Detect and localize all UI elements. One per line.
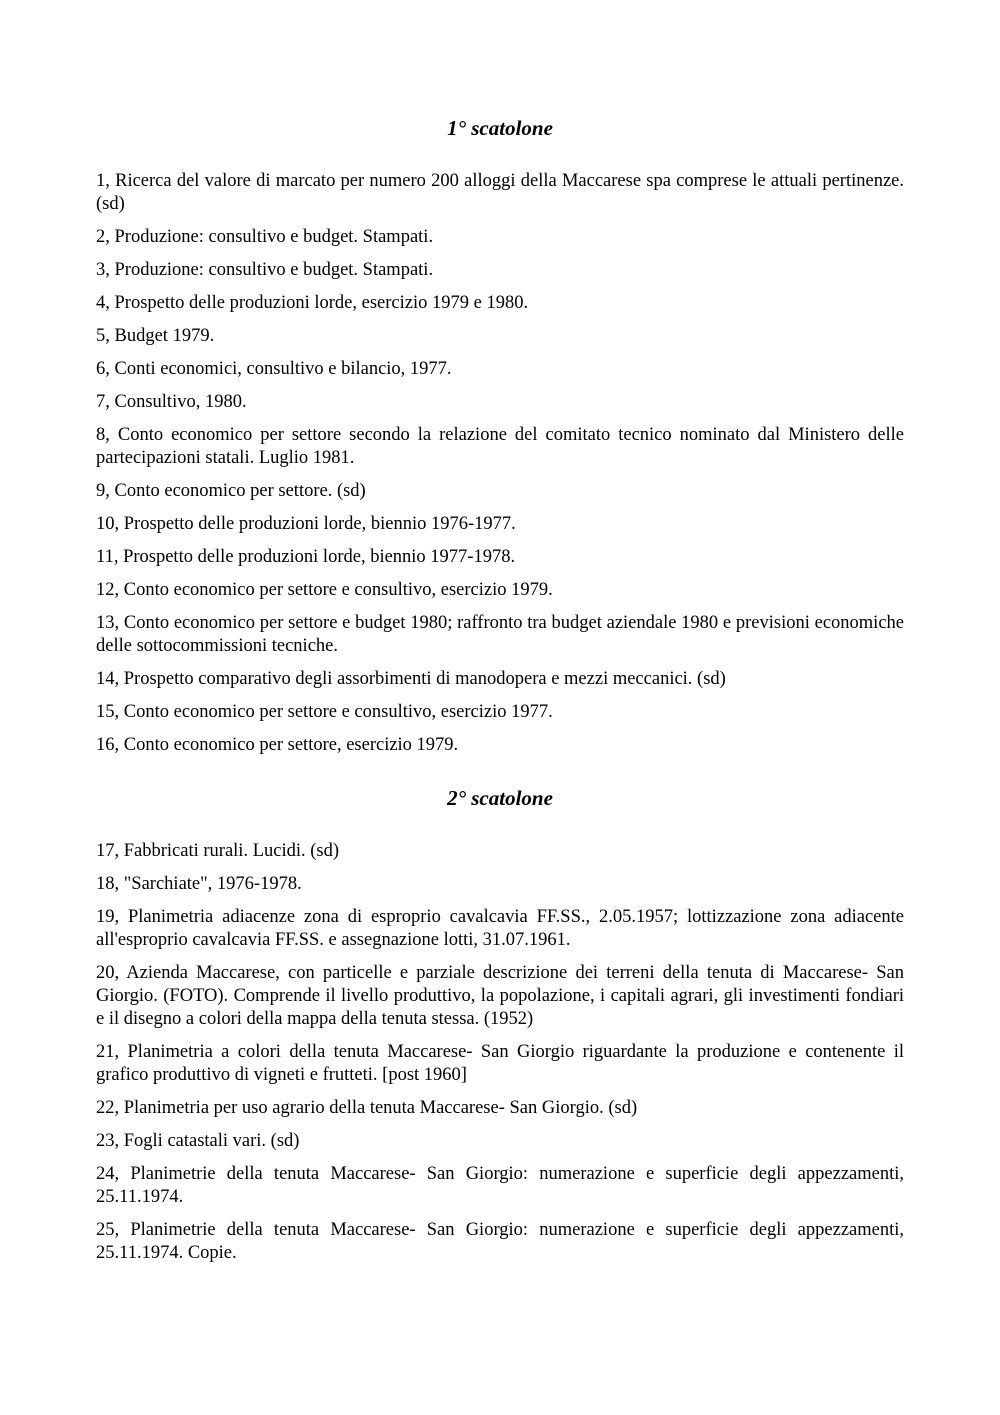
list-item: 18, "Sarchiate", 1976-1978.: [96, 874, 302, 894]
list-item: 4, Prospetto delle produzioni lorde, esercizio 1979 e 1980.: [96, 293, 529, 313]
list-item: 5, Budget 1979.: [96, 326, 215, 346]
list-item: 22, Planimetria per uso agrario della tenuta Maccarese- San Giorgio. (sd): [96, 1098, 638, 1118]
list-item: 20, Azienda Maccarese, con particelle e parziale descrizione dei terreni della tenuta di Maccarese- San Giorgio. (FOTO). Comprende il livello produttivo, la popolazione, i capitali agrari, gli investimenti fondiari e il disegno a colori della mappa della tenuta stessa. (1952): [96, 963, 904, 1029]
list-item: 9, Conto economico per settore. (sd): [96, 481, 366, 501]
entry-list: [96, 840, 904, 1265]
list-item: 13, Conto economico per settore e budget 1980; raffronto tra budget aziendale 1980 e previsioni economiche delle sottocommissioni tecniche.: [96, 613, 904, 656]
list-item: 16, Conto economico per settore, esercizio 1979.: [96, 735, 459, 755]
section-box-2: [96, 783, 904, 1265]
list-item: 8, Conto economico per settore secondo la relazione del comitato tecnico nominato dal Ministero delle partecipazioni statali. Luglio 1981.: [96, 425, 904, 468]
section-title: 1° scatolone: [447, 116, 553, 140]
section-box-1: [96, 113, 904, 757]
list-item: 2, Produzione: consultivo e budget. Stampati.: [96, 227, 434, 247]
list-item: 14, Prospetto comparativo degli assorbimenti di manodopera e mezzi meccanici. (sd): [96, 669, 726, 689]
list-item: 3, Produzione: consultivo e budget. Stampati.: [96, 260, 434, 280]
list-item: 10, Prospetto delle produzioni lorde, biennio 1976-1977.: [96, 514, 516, 534]
list-item: 15, Conto economico per settore e consultivo, esercizio 1977.: [96, 702, 553, 722]
list-item: 1, Ricerca del valore di marcato per numero 200 alloggi della Maccarese spa comprese le attuali pertinenze. (sd): [96, 171, 904, 214]
list-item: 21, Planimetria a colori della tenuta Maccarese- San Giorgio riguardante la produzione e contenente il grafico produttivo di vigneti e frutteti. [post 1960]: [96, 1042, 904, 1085]
list-item: 25, Planimetrie della tenuta Maccarese- San Giorgio: numerazione e superficie degli appezzamenti, 25.11.1974. Copie.: [96, 1220, 904, 1263]
list-item: 11, Prospetto delle produzioni lorde, biennio 1977-1978.: [96, 547, 516, 567]
list-item: 24, Planimetrie della tenuta Maccarese- San Giorgio: numerazione e superficie degli appezzamenti, 25.11.1974.: [96, 1164, 904, 1207]
list-item: 23, Fogli catastali vari. (sd): [96, 1131, 300, 1151]
list-item: 19, Planimetria adiacenze zona di esproprio cavalcavia FF.SS., 2.05.1957; lottizzazione zona adiacente all'esproprio cavalcavia FF.SS. e assegnazione lotti, 31.07.1961.: [96, 907, 904, 950]
list-item: 17, Fabbricati rurali. Lucidi. (sd): [96, 841, 340, 861]
list-item: 6, Conti economici, consultivo e bilancio, 1977.: [96, 359, 452, 379]
list-item: 7, Consultivo, 1980.: [96, 392, 247, 412]
list-item: 12, Conto economico per settore e consultivo, esercizio 1979.: [96, 580, 553, 600]
entry-list: [96, 170, 904, 757]
section-title: 2° scatolone: [447, 786, 553, 810]
